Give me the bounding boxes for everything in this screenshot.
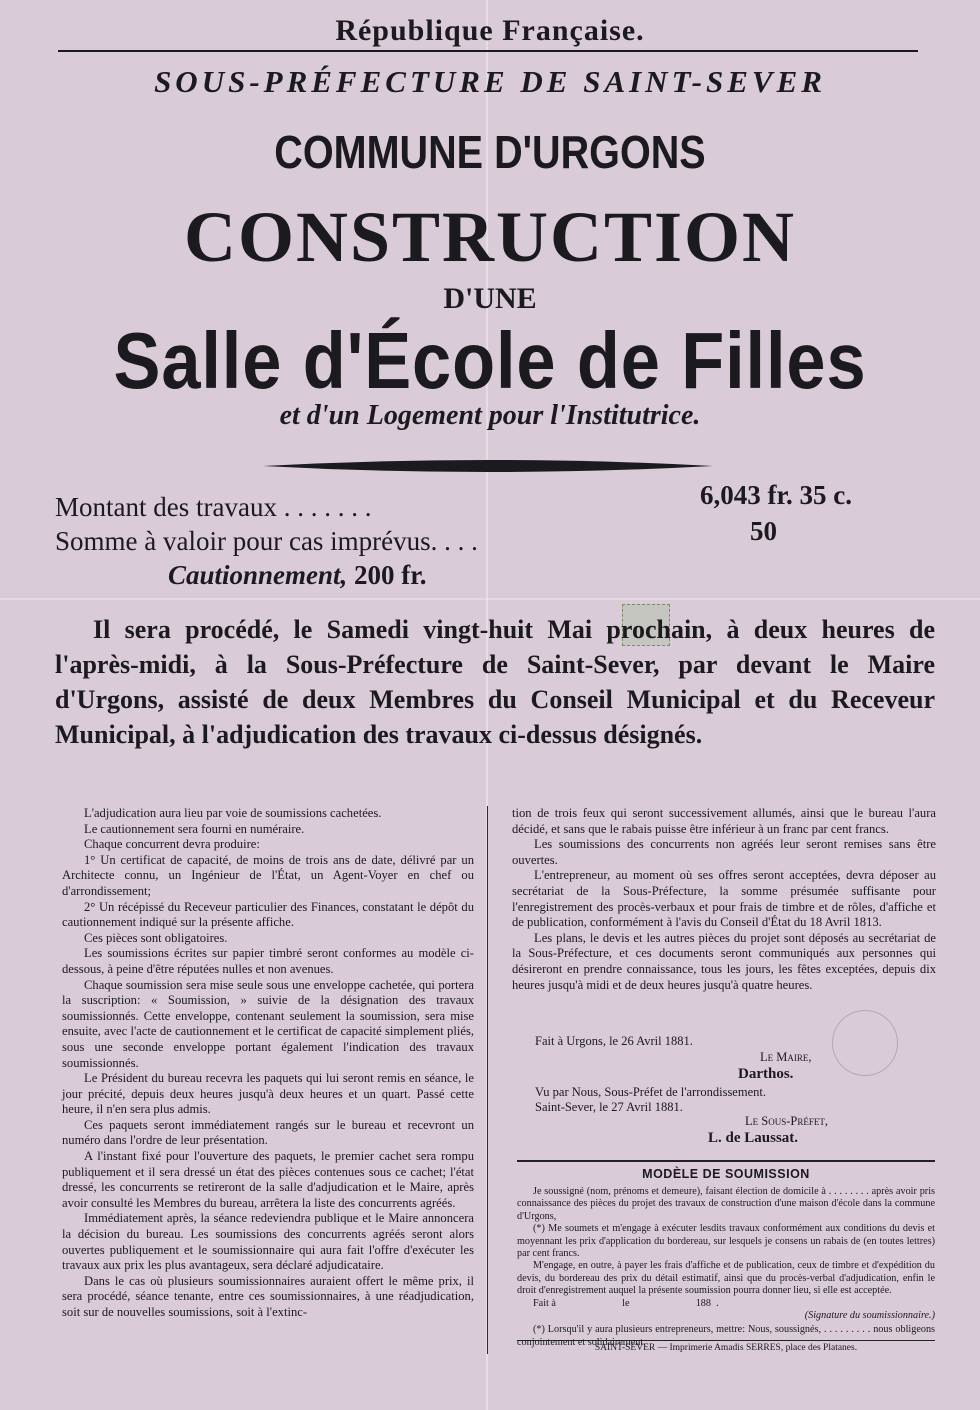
top-rule bbox=[58, 50, 918, 52]
dune-heading: D'UNE bbox=[443, 282, 537, 315]
intro-paragraph bbox=[55, 612, 935, 752]
logement-heading: et d'un Logement pour l'Institutrice. bbox=[279, 400, 701, 431]
right-column bbox=[512, 806, 936, 993]
left-paragraph: Les soumissions écrites sur papier timbré seront conformes au modèle ci-dessous, à peine d'être réputées nulles et non avenues. bbox=[62, 946, 474, 976]
left-paragraph: Le Président du bureau recevra les paquets qui lui seront remis en séance, le jour précité, depuis deux heures jusqu'à deux heures et un quart. Passé cette heure, il n'en sera plus admis. bbox=[62, 1071, 474, 1117]
cautionnement-value: 200 fr. bbox=[354, 560, 427, 590]
modele-footnote: (*) Lorsqu'il y aura plusieurs entrepreneurs, mettre: Nous, soussignés, . . . . . . . . . nous obligeons conjointement et solidairement. bbox=[517, 1324, 935, 1348]
printer-line: SAINT-SEVER — Imprimerie Amadis SERRES, place des Platanes. bbox=[517, 1340, 935, 1353]
vu-par-nous: Vu par Nous, Sous-Préfet de l'arrondissement. bbox=[535, 1085, 766, 1099]
fold-line-horizontal bbox=[0, 598, 980, 600]
sous-prefet-name: L. de Laussat. bbox=[708, 1130, 799, 1146]
left-paragraph: Chaque concurrent devra produire: bbox=[84, 837, 260, 852]
modele-title: MODÈLE DE SOUMISSION bbox=[642, 1167, 810, 1181]
intro-text: Il sera procédé, le Samedi vingt-huit Mai prochain, à deux heures de l'après-midi, à la Sous-Préfecture de Saint-Sever, par devant le Maire d'Urgons, assisté de deux Membres du Conseil Municipal et du Receveur Municipal, à l'adjudication des travaux ci-dessus désignés. bbox=[55, 615, 935, 749]
modele-signature-line: (Signature du soumissionnaire.) bbox=[804, 1310, 935, 1322]
sous-prefet-title: Le Sous-Préfet, bbox=[745, 1114, 828, 1128]
republic-heading: République Française. bbox=[335, 14, 645, 47]
montant-value: 6,043 fr. 35 c. bbox=[700, 480, 852, 510]
date-saint-sever: Saint-Sever, le 27 Avril 1881. bbox=[535, 1100, 683, 1114]
cautionnement-label: Cautionnement, bbox=[168, 560, 348, 590]
montant-label: Montant des travaux . . . . . . . bbox=[55, 492, 372, 522]
left-paragraph: Ces paquets seront immédiatement rangés sur le bureau et recevront un numéro dans l'ordre de leur présentation. bbox=[62, 1117, 474, 1148]
modele-paragraph: Je soussigné (nom, prénoms et demeure), faisant élection de domicile à . . . . . . . . après avoir pris connaissance des pièces du projet des travaux de construction d'une maison d'école dans la commune d'Urgons, bbox=[517, 1186, 935, 1222]
maire-name: Darthos. bbox=[738, 1066, 794, 1082]
left-paragraph: 2° Un récépissé du Receveur particulier des Finances, constatant le dépôt du cautionnement indiqué sur la présente affiche. bbox=[62, 899, 474, 930]
seal-stamp bbox=[832, 1010, 898, 1076]
left-paragraph: Chaque soumission sera mise seule sous une enveloppe cachetée, qui portera la suscription: « Soumission, » suivie de la désignation des travaux soumissionnés. Cette enveloppe, contenant seulement la soumission, sera mise ensuite, avec l'acte de cautionnement et le certificat de capacité simplement pliés, sous une seconde enveloppe portant également l'indication des travaux soumissionnés. bbox=[62, 977, 474, 1070]
modele-paragraph: (*) Me soumets et m'engage à exécuter lesdits travaux conformément aux conditions du devis et moyennant les prix d'application du bordereau, sur lesquels je consens un rabais de (en toutes lettres) par cent francs. bbox=[517, 1223, 935, 1260]
modele-paragraph: M'engage, en outre, à payer les frais d'affiche et de publication, ceux de timbre et d'expédition du devis, du bordereau des prix du détail estimatif, ainsi que du procès-verbal d'adjudication, enfin le droit d'enregistrement auquel la présente soumission pourra donner lieu, si elle est acceptée. bbox=[517, 1260, 935, 1297]
right-paragraph: tion de trois feux qui seront successivement allumés, ainsi que le bureau l'aura décidé, et sans que le rabais puisse être inférieur à un franc par cent francs. bbox=[512, 806, 936, 836]
right-paragraph: Les soumissions des concurrents non agréés leur seront remises sans être ouvertes. bbox=[512, 837, 936, 867]
right-paragraph: Les plans, le devis et les autres pièces du projet sont déposés au secrétariat de la Sous-Préfecture, et ces documents seront communiqués aux personnes qui désireront en prendre connaissance, tous les jours, les fêtes exceptées, depuis dix heures jusqu'à midi et de deux heures jusqu'à quatre heures. bbox=[512, 930, 936, 992]
column-divider bbox=[487, 806, 488, 1354]
cautionnement-line bbox=[168, 560, 427, 591]
left-column bbox=[62, 806, 474, 1321]
left-paragraph: Immédiatement après, la séance redeviendra publique et le Maire annoncera la décision du bureau. Les soumissions des concurrents agréés seront alors ouvertes publiquement et le soumissionnaire qui aura fait l'offre d'exécuter les travaux aux prix les plus avantageux, sera déclaré adjudicataire. bbox=[62, 1211, 474, 1273]
left-paragraph: Ces pièces sont obligatoires. bbox=[84, 930, 228, 945]
somme-label: Somme à valoir pour cas imprévus. . . . bbox=[55, 526, 478, 556]
modele-body bbox=[517, 1186, 935, 1349]
construction-heading: CONSTRUCTION bbox=[183, 197, 797, 277]
sous-prefecture-heading: SOUS-PRÉFECTURE DE SAINT-SEVER bbox=[154, 64, 826, 99]
commune-heading: COMMUNE D'URGONS bbox=[274, 126, 706, 178]
maire-title: Le Maire, bbox=[760, 1050, 812, 1064]
left-paragraph: L'adjudication aura lieu par voie de soumissions cachetées. bbox=[84, 806, 382, 820]
fait-urgons: Fait à Urgons, le 26 Avril 1881. bbox=[535, 1034, 693, 1048]
ornament-divider bbox=[263, 458, 713, 474]
modele-fait-line: Fait à le 188 . bbox=[533, 1297, 719, 1309]
salle-heading: Salle d'École de Filles bbox=[113, 316, 867, 405]
somme-value: 50 bbox=[750, 516, 777, 546]
left-paragraph: Le cautionnement sera fourni en numéraire. bbox=[84, 821, 305, 836]
left-paragraph: Dans le cas où plusieurs soumissionnaires auraient offert le même prix, il sera procédé, séance tenante, entre ces soumissionnaires, à une réadjudication, soit sur de nouvelles soumissions, soit à l'extinc- bbox=[62, 1273, 474, 1319]
left-paragraph: A l'instant fixé pour l'ouverture des paquets, le premier cachet sera rompu publiquement et il sera dressé un état des pièces contenues sous ce cachet; l'état dressé, les concurrents se retireront de la salle d'adjudication et le Maire, après avoir consulté les Membres du bureau, arrêtera la liste des concurrents agréés. bbox=[62, 1149, 474, 1210]
left-paragraph: 1° Un certificat de capacité, de moins de trois ans de date, délivré par un Architecte connu, un Ingénieur de l'État, un Agent-Voyer en chef ou d'arrondissement; bbox=[62, 852, 474, 898]
right-paragraph: L'entrepreneur, au moment où ses offres seront acceptées, devra déposer au secrétariat de la Sous-Préfecture, la somme présumée suffisante pour l'enregistrement des procès-verbaux et pour frais de timbre et de rôles, d'affiche et de publication, conformément à l'avis du Conseil d'État du 18 Avril 1813. bbox=[512, 868, 936, 930]
